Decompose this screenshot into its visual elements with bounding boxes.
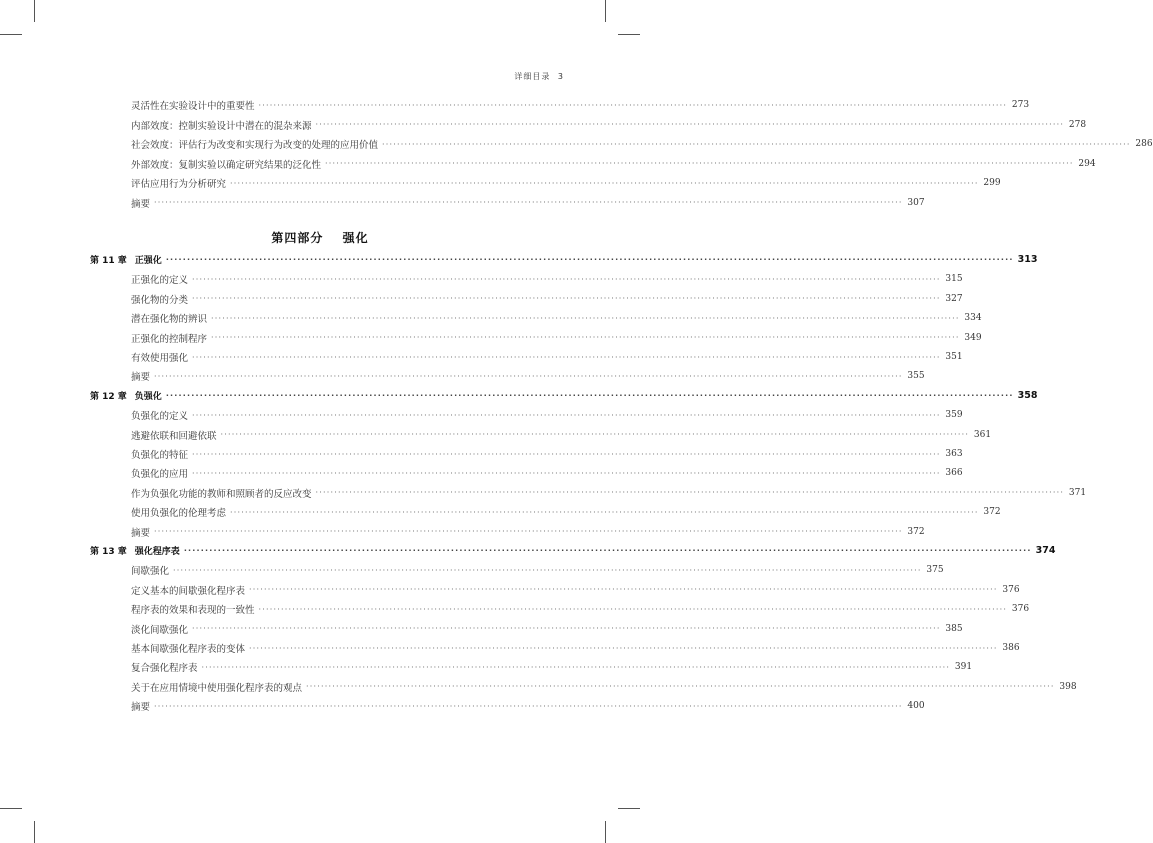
toc-entry-title: 使用负强化的伦理考虑 — [131, 508, 227, 520]
chapter-page: 313 — [1017, 254, 1038, 265]
leader-dots: ········································································································································································································ — [211, 313, 960, 323]
toc-entry[interactable] — [131, 176, 1001, 190]
chapter-entry[interactable] — [90, 389, 1038, 402]
toc-entry-page: 315 — [945, 274, 963, 285]
toc-entry-page: 355 — [907, 371, 925, 382]
toc-entry[interactable] — [131, 118, 1087, 132]
chapter-title: 强化程序表 — [134, 547, 180, 557]
leader-dots: ········································································································································································································ — [249, 585, 998, 595]
toc-entry[interactable] — [131, 602, 1030, 617]
leader-dots: ········································································································································································································ — [382, 139, 1131, 149]
toc-entry-page: 400 — [907, 701, 925, 712]
toc-entry-title: 淡化间歇强化 — [131, 624, 189, 636]
toc-entry-title: 摘要 — [131, 198, 151, 210]
leader-dots: ········································································································································································································ — [192, 410, 941, 420]
toc-entry-page: 278 — [1068, 119, 1087, 130]
crop-mark — [0, 34, 22, 35]
part-label: 第四部分 — [271, 231, 324, 245]
toc-entry-title: 外部效度：复制实验以确定研究结果的泛化性 — [131, 159, 322, 171]
toc-entry-page: 349 — [964, 332, 982, 343]
toc-entry[interactable] — [131, 137, 1153, 151]
leader-dots: ········································································································································································································ — [192, 624, 941, 634]
toc-entry-title: 关于在应用情境中使用强化程序表的观点 — [131, 682, 303, 694]
toc-entry-page: 366 — [945, 468, 963, 479]
toc-entry-page: 351 — [945, 352, 963, 362]
toc-entry[interactable] — [131, 311, 982, 326]
toc-entry-page: 334 — [964, 313, 982, 324]
chapter-title: 负强化 — [134, 391, 162, 402]
toc-entry[interactable] — [131, 369, 925, 384]
chapter-label: 第 11 章 — [90, 256, 127, 266]
toc-entry-title: 潜在强化物的辨识 — [131, 314, 208, 326]
crop-mark — [618, 34, 640, 35]
leader-dots: ········································································································································································································ — [306, 682, 1055, 692]
toc-entry[interactable] — [131, 157, 1096, 171]
toc-entry-page: 372 — [983, 507, 1001, 518]
chapter-page: 374 — [1035, 545, 1056, 556]
toc-entry-title: 摘要 — [131, 372, 151, 384]
toc-entry-title: 有效使用强化 — [131, 353, 189, 364]
leader-dots: ········································································································································································································ — [230, 178, 979, 188]
toc-entry-title: 灵活性在实验设计中的重要性 — [131, 101, 255, 112]
toc-entry-page: 386 — [1002, 643, 1020, 653]
toc-entry-title: 负强化的应用 — [131, 469, 189, 481]
leader-dots: ········································································································································································································ — [183, 546, 1032, 555]
leader-dots: ········································································································································································································ — [192, 468, 941, 478]
toc-entry[interactable] — [131, 98, 1030, 112]
leader-dots: ········································································································································································································ — [165, 390, 1014, 400]
running-head — [514, 71, 564, 82]
leader-dots: ········································································································································································································ — [154, 371, 903, 381]
leader-dots: ········································································································································································································ — [258, 604, 1008, 614]
toc-entry[interactable] — [131, 466, 963, 481]
toc-entry-page: 286 — [1135, 139, 1153, 149]
chapter-page: 358 — [1017, 389, 1038, 401]
toc-entry[interactable] — [131, 331, 982, 345]
toc-entry[interactable] — [131, 292, 963, 306]
toc-entry-title: 评估应用行为分析研究 — [131, 179, 227, 190]
part-title — [0, 229, 640, 246]
toc-entry[interactable] — [131, 505, 1001, 520]
toc-entry-page: 361 — [973, 429, 992, 440]
toc-entry[interactable] — [131, 699, 925, 714]
leader-dots: ········································································································································································································ — [315, 120, 1065, 129]
toc-entry-title: 逃避依联和回避依联 — [131, 430, 217, 442]
chapter-title: 正强化 — [134, 256, 162, 266]
toc-entry-title: 作为负强化功能的教师和照顾者的反应改变 — [131, 488, 312, 500]
toc-entry[interactable] — [131, 583, 1020, 597]
toc-entry-page: 327 — [945, 293, 963, 304]
leader-dots: ········································································································································································································ — [258, 100, 1008, 110]
running-head-page: 3 — [557, 72, 564, 81]
toc-entry[interactable] — [131, 660, 973, 675]
toc-entry-page: 371 — [1068, 487, 1087, 498]
toc-entry-page: 359 — [945, 410, 963, 421]
toc-entry-page: 376 — [1011, 604, 1030, 615]
toc-entry-title: 负强化的特征 — [131, 450, 189, 461]
leader-dots: ········································································································································································································ — [192, 352, 941, 362]
leader-dots: ········································································································································································································ — [192, 274, 941, 284]
toc-entry-page: 372 — [907, 526, 925, 537]
toc-entry[interactable] — [131, 680, 1077, 694]
toc-entry-title: 强化物的分类 — [131, 294, 189, 306]
toc-entry-title: 正强化的定义 — [131, 275, 189, 287]
toc-entry-title: 复合强化程序表 — [131, 663, 198, 675]
leader-dots: ········································································································································································································ — [154, 701, 903, 711]
crop-mark — [618, 808, 640, 809]
toc-entry-page: 398 — [1059, 681, 1077, 692]
toc-entry-title: 正强化的控制程序 — [131, 333, 208, 345]
chapter-entry[interactable] — [90, 544, 1056, 557]
toc-entry-page: 299 — [983, 178, 1001, 188]
toc-entry-page: 307 — [907, 197, 925, 208]
part-name: 强化 — [342, 231, 369, 245]
toc-entry[interactable] — [131, 408, 963, 423]
crop-mark — [34, 821, 35, 843]
crop-mark — [34, 0, 35, 22]
toc-entry[interactable] — [131, 196, 925, 210]
toc-entry-title: 摘要 — [131, 527, 151, 539]
toc-entry[interactable] — [131, 563, 944, 578]
chapter-label: 第 12 章 — [90, 391, 127, 402]
toc-entry-page: 273 — [1011, 100, 1030, 110]
leader-dots: ········································································································································································································ — [192, 449, 941, 459]
crop-mark — [605, 821, 606, 843]
toc-entry-title: 定义基本的间歇强化程序表 — [131, 585, 246, 597]
toc-entry[interactable] — [131, 486, 1087, 500]
leader-dots: ········································································································································································································ — [249, 643, 998, 653]
leader-dots: ········································································································································································································ — [211, 333, 960, 343]
toc-entry-page: 363 — [945, 449, 963, 459]
crop-mark — [605, 0, 606, 22]
toc-entry[interactable] — [131, 350, 963, 364]
leader-dots: ········································································································································································································ — [315, 488, 1065, 498]
toc-entry-title: 社会效度：评估行为改变和实现行为改变的处理的应用价值 — [131, 140, 379, 151]
toc-entry[interactable] — [131, 525, 925, 539]
chapter-label: 第 13 章 — [90, 547, 127, 557]
toc-entry-title: 内部效度：控制实验设计中潜在的混杂来源 — [131, 120, 312, 132]
leader-dots: ········································································································································································································ — [201, 662, 951, 672]
leader-dots: ········································································································································································································ — [154, 527, 903, 537]
toc-entry-title: 基本间歇强化程序表的变体 — [131, 644, 246, 655]
leader-dots: ········································································································································································································ — [325, 159, 1074, 168]
running-head-label: 详细目录 — [514, 72, 551, 81]
toc-entry-title: 间歇强化 — [131, 566, 170, 578]
toc-entry-page: 391 — [954, 662, 973, 673]
toc-entry[interactable] — [131, 428, 992, 442]
toc-entry[interactable] — [131, 622, 963, 636]
leader-dots: ········································································································································································································ — [230, 507, 979, 517]
toc-entry-page: 375 — [926, 565, 944, 576]
toc-entry-title: 摘要 — [131, 702, 151, 714]
toc-entry[interactable] — [131, 272, 963, 287]
leader-dots: ········································································································································································································ — [154, 198, 903, 207]
toc-entry-page: 385 — [945, 623, 963, 634]
toc-entry[interactable] — [131, 641, 1020, 655]
toc-entry[interactable] — [131, 447, 963, 461]
toc-entry-title: 程序表的效果和表现的一致性 — [131, 605, 255, 617]
crop-mark — [0, 808, 22, 809]
leader-dots: ········································································································································································································ — [192, 294, 941, 304]
leader-dots: ········································································································································································································ — [165, 255, 1014, 264]
leader-dots: ········································································································································································································ — [173, 565, 922, 575]
toc-entry-page: 376 — [1002, 584, 1020, 595]
leader-dots: ········································································································································································································ — [220, 430, 970, 440]
chapter-entry[interactable] — [90, 253, 1038, 266]
toc-entry-title: 负强化的定义 — [131, 411, 189, 423]
toc-entry-page: 294 — [1078, 158, 1096, 169]
